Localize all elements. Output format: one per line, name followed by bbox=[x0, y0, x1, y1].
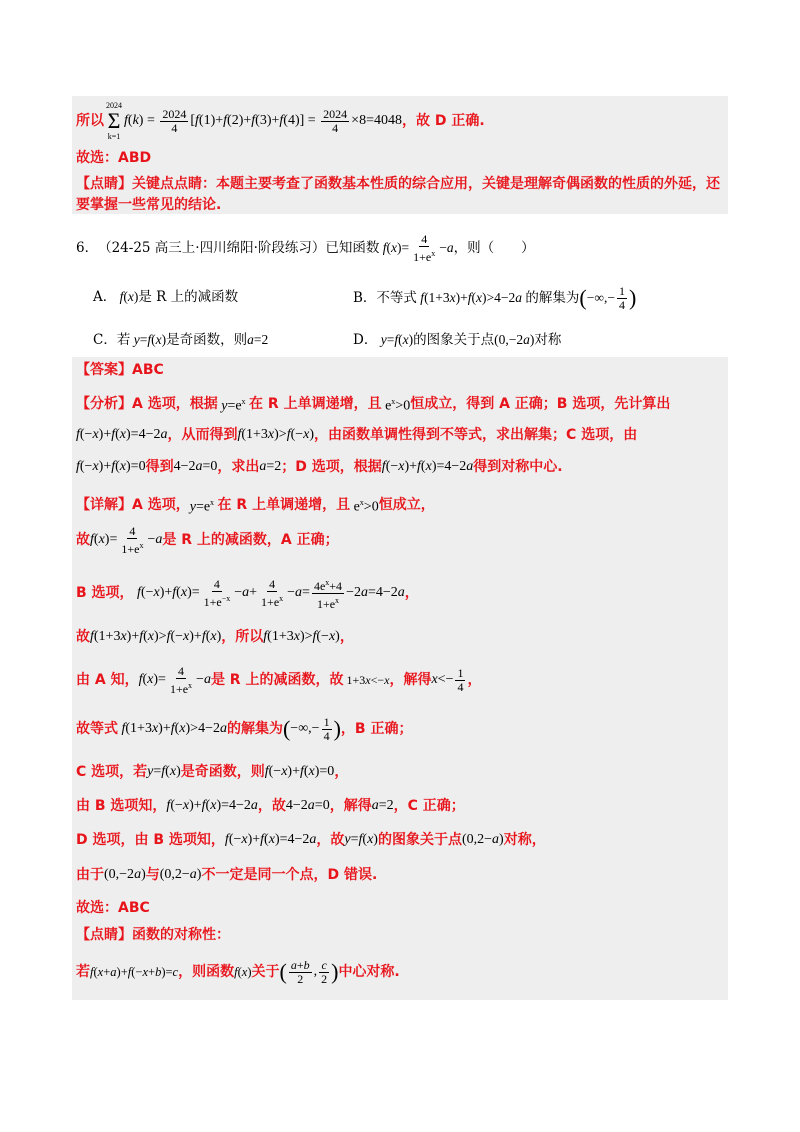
detail-line-4: 故 f(1+3x)+f(x)>f(−x)+f(x) ，所以 f(1+3x)>f(−x) ， bbox=[76, 629, 354, 645]
answer: 【答案】ABC bbox=[76, 362, 164, 378]
detail-line-2: 故 f ( x )= $\frac{4}{1+e^x}$ − a 是 R 上的减函数，A 正确； bbox=[76, 523, 339, 556]
detail-line-6: 故等式 f(1+3x)+f(x)>4−2a 的解集为 ( −∞,− $\frac{1}{4}$ ) ，B 正确； bbox=[76, 714, 413, 743]
detail-line-1: 【详解】 A 选项， $y=e^x$ 在 R 上单调递增，且 $e^x>0$ 恒成立， bbox=[76, 497, 435, 515]
detail-line-10: 由于 (0,−2a) 与 (0,2−a) 不一定是同一个点，D 错误. bbox=[76, 867, 378, 883]
detail-line-3: B 选项， f (− x )+ f ( x )= $\frac{4}{1+e^{-x}}$ − a + $\frac{4}{1+e^x}$ − a = $\frac{4e^x+4}{1+e^x}$ −2 a =4−2 a ， bbox=[76, 576, 419, 611]
detail-line-8: 由 B 选项知， f(−x)+f(x)=4−2a ，故 4−2a=0 ，解得 a=2 ，C 正确； bbox=[76, 798, 465, 814]
detail-line-9: D 选项，由 B 选项知， f(−x)+f(x)=4−2a ，故 y=f(x) 的图象关于点 (0,2−a) 对称， bbox=[76, 832, 546, 848]
prev-comment-2: 要掌握一些常见的结论. bbox=[76, 197, 222, 213]
choice-b[interactable]: B．不等式 f(1+3x)+f(x)>4−2a 的解集为 ( −∞,− $\frac{1}{4}$ ) bbox=[353, 283, 637, 312]
analysis-line-3: f(−x)+f(x)=0 得到 4−2a=0 ，求出 a=2 ；D 选项，根据 f(−x)+f(x)=4−2a 得到对称中心. bbox=[76, 459, 563, 475]
choice-c[interactable]: C．若 y=f(x) 是奇函数，则 a=2 bbox=[93, 332, 269, 348]
detail-line-7: C 选项，若 y=f(x) 是奇函数，则 f(−x)+f(x)=0 ， bbox=[76, 764, 349, 780]
prev-comment-1: 【点睛】 关键点点睛：本题主要考查了函数基本性质的综合应用，关键是理解奇偶函数的性质的外延，还 bbox=[76, 176, 720, 192]
detail-line-5: 由 A 知， f ( x )= $\frac{4}{1+e^x}$ − a 是 R 上的减函数，故 1+3x<−x ，解得 x <− $\frac{1}{4}$ ， bbox=[76, 663, 482, 696]
sum-expression: 2024 Σ k=1 f ( k ) = $\frac{2024}{4}$ [ f (1)+ f (2)+ f (3)+ f (4)] = $\frac{2024}{4}$ ×8=4048 bbox=[106, 101, 402, 141]
prev-choose: 故选：ABD bbox=[76, 150, 152, 166]
choice-d[interactable]: D． y=f(x) 的图象关于点 (0,−2a) 对称 bbox=[353, 332, 562, 348]
comment-line-1: 【点睛】 函数的对称性： bbox=[76, 927, 230, 943]
question-stem: 6． （24-25 高三上·四川绵阳·阶段练习）已知函数 f ( x )= $\frac{4}{1+e^x}$ − a ，则（ ） bbox=[76, 231, 535, 264]
analysis-line-1: 【分析】 A 选项，根据 $y=e^x$ 在 R 上单调递增，且 $e^x>0$ 恒成立，得到 A 正确；B 选项，先计算出 bbox=[76, 396, 671, 414]
prev-line-1: 所以 2024 Σ k=1 f ( k ) = $\frac{2024}{4}$ [ f (1)+ f (2)+ f (3)+ f (4)] = $\frac{2024}{4}$ ×8=4048 ，故 D 正确. bbox=[76, 101, 485, 141]
choice-a[interactable]: A． f(x) 是 R 上的减函数 bbox=[93, 289, 239, 305]
solution-choose: 故选：ABC bbox=[76, 900, 150, 916]
analysis-line-2: f(−x)+f(x)=4−2a ，从而得到 f(1+3x)>f(−x) ，由函数单调性得到不等式，求出解集；C 选项，由 bbox=[76, 427, 638, 443]
comment-line-2: 若 f(x+a)+f(−x+b)=c ，则函数 f(x) 关于 ( $\frac{a+b}{2}$ , $\frac{c}{2}$ ) 中心对称. bbox=[76, 957, 400, 986]
